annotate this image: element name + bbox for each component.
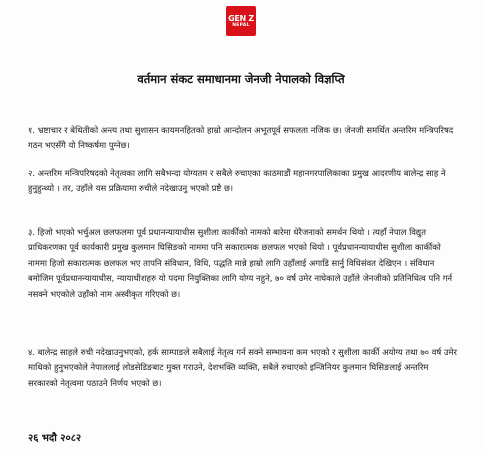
document-title: वर्तमान संकट समाधानमा जेनजी नेपालको विज्ञप्ति <box>137 72 345 86</box>
paragraph-3: ३. हिजो भएको भर्चुअल छलफलमा पूर्व प्रधानन्यायाधीस सुशीला कार्कीको नामको बारेमा धेरैजनाको समर्थन थियो । त्यहाँ नेपाल विद्युत प्राधिकरणका पूर्व कार्यकारी प्रमुख कुलमान घिसिङको नाममा पनि सकारात्मक छलफल भएको थियो । पूर्वप्रधानन्यायाधीस सुशीला कार्कीको नाममा हिजो सकारात्मक छलफल भए तापनि संविधान, विधि, पद्धति मान्ने हाम्रो लागि उहाँलाई अगाडि सार्नु विधिसंवत देखिएन । संविधान बमोजिम पूर्वप्रधानन्यायाधीस, न्यायाधीशहरु यो पदमा नियुक्तिका लागि योग्य नहुने, ७० वर्ष उमेर नाघेकाले उहाँले जेनजीको प्रतिनिधित्व पनि गर्न नसक्ने भएकोले उहाँको नाम अस्वीकृत गरिएको छ। <box>28 227 453 299</box>
genz-nepal-logo <box>226 6 256 36</box>
paragraph-2: २. अन्तरिम मन्त्रिपरिषदको नेतृत्वका लागि सबैभन्दा योग्यतम र सबैले रुचाएका काठमाडौं महानगरपालिकाका प्रमुख आदरणीय बालेन्द्र साह ने हुनुहुन्थ्यो । तर, उहाँले यस प्रक्रियामा रुचीले नदेखाउनु भएको प्रष्टै छ। <box>28 168 446 194</box>
paragraph-4: ४. बालेन्द्र साहले रुची नदेखाउनुभएको, हर्क साम्पाङले सबैलाई नेतृत्व गर्न सक्ने सम्भावना कम भएको र सुशीला कार्की अयोग्य तथा ७० वर्ष उमेर माथिको हुनुभएकोले नेपाललाई लोडसेडिङबाट मुक्त गराउने, देशभक्ति व्यक्ति, सबैले रुचाएको इन्जिनियर कुलमान घिसिङलाई अन्तरिम सरकारको नेतृत्वमा पठाउने निर्णय भएको छ। <box>28 347 457 388</box>
logo-text-nepal: NEPAL <box>232 22 250 28</box>
paragraph-1: १. भ्रष्टाचार र बेथितीको अन्त्य तथा सुशासन कायमनहितको हाम्रो आन्दोलन अभूतपूर्व सफलता नजिक छ। जेनजी समर्थित अन्तरिम मन्त्रिपरिषद गठन भएसँगै यो निष्कर्षमा पुग्नेछ। <box>28 125 454 151</box>
logo-text-genz: GEN Z <box>228 13 254 23</box>
document-date: २६ भदौ २०८२ <box>28 433 82 444</box>
